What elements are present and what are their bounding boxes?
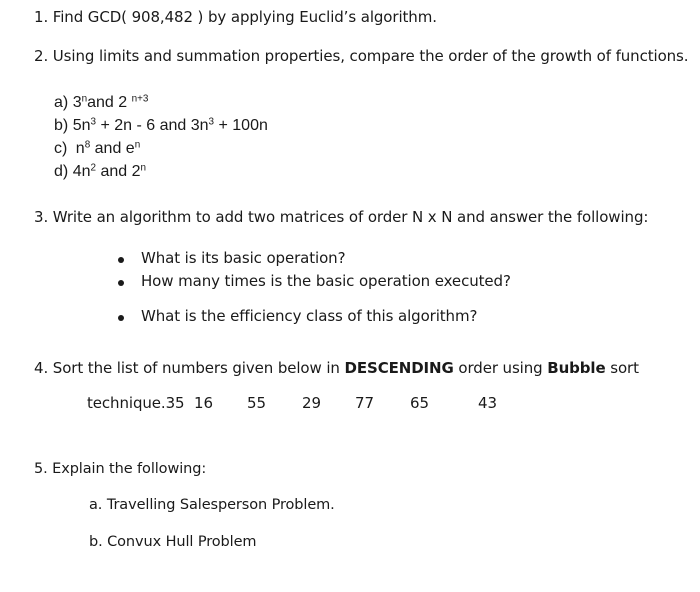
item-text: Convux Hull Problem [107,534,257,550]
question-3-number: 3. [34,208,49,226]
question-2-number: 2. [34,47,49,65]
question-3-bullet-2: How many times is the basic operation executed? [141,272,511,290]
question-2-item-d [54,164,146,180]
item-text: 5n [72,117,91,134]
question-2-text: Using limits and summation properties, compare the order of the growth of functions. [52,47,689,65]
item-text: and 2 [87,94,128,111]
item-label: a) [54,94,69,111]
number-item: 16 [194,394,213,412]
superscript: 3 [208,116,215,128]
item-text: 3 [72,94,82,111]
item-text: and e [90,140,135,157]
item-text: and 2 [96,163,141,180]
bullet-icon [118,315,124,321]
number-item: 55 [247,394,266,412]
question-1-number: 1. [34,8,49,26]
question-4-bold-descending: DESCENDING [344,359,454,377]
question-2-item-a [54,95,148,111]
item-label: a. [89,497,103,513]
item-text: + 100n [214,117,268,134]
item-text: + 2n - 6 and 3n [96,117,209,134]
item-label: b. [89,534,103,550]
number-item: 43 [478,394,497,412]
superscript: n [81,93,88,105]
question-3-text: Write an algorithm to add two matrices of order N x N and answer the following: [52,208,649,226]
bullet-icon [118,280,124,286]
question-4-text: order using [453,359,548,377]
number-item: 65 [410,394,429,412]
bullet-icon [118,257,124,263]
question-4-line-2 [87,396,184,411]
superscript: 2 [90,162,96,174]
number-item: 29 [302,394,321,412]
question-2-item-c [54,141,140,157]
question-5-item-b [89,535,256,550]
question-4-text: sort [605,359,639,377]
question-3-bullet-1: What is its basic operation? [141,249,346,267]
item-text: 4n [72,163,91,180]
question-1 [34,10,437,25]
question-3 [34,210,648,225]
question-5-item-a [89,498,335,513]
number-item: 77 [355,394,374,412]
question-2-item-b [54,118,268,134]
question-5-text: Explain the following: [52,461,207,477]
question-2 [34,49,688,64]
question-4-number: 4. [34,359,49,377]
question-4-text: Sort the list of numbers given below in [52,359,345,377]
question-3-bullet-3: What is the efficiency class of this algorithm? [141,307,478,325]
superscript: 8 [84,139,91,151]
question-5 [34,462,206,477]
item-text: Travelling Salesperson Problem. [106,497,335,513]
item-text: n [75,140,85,157]
question-1-text: Find GCD( 908,482 ) by applying Euclid’s algorithm. [52,8,437,26]
superscript: n [140,162,146,174]
question-4 [34,361,639,376]
superscript: n [134,139,141,151]
number-item: 35 [165,394,185,412]
item-label: d) [54,163,69,180]
question-4-bold-bubble: Bubble [547,359,606,377]
question-5-number: 5. [34,461,48,477]
superscript: 3 [90,116,96,128]
item-label: b) [54,117,69,134]
question-4-text: technique. [87,394,166,412]
item-label: c) [54,140,68,157]
superscript: n+3 [131,93,149,105]
